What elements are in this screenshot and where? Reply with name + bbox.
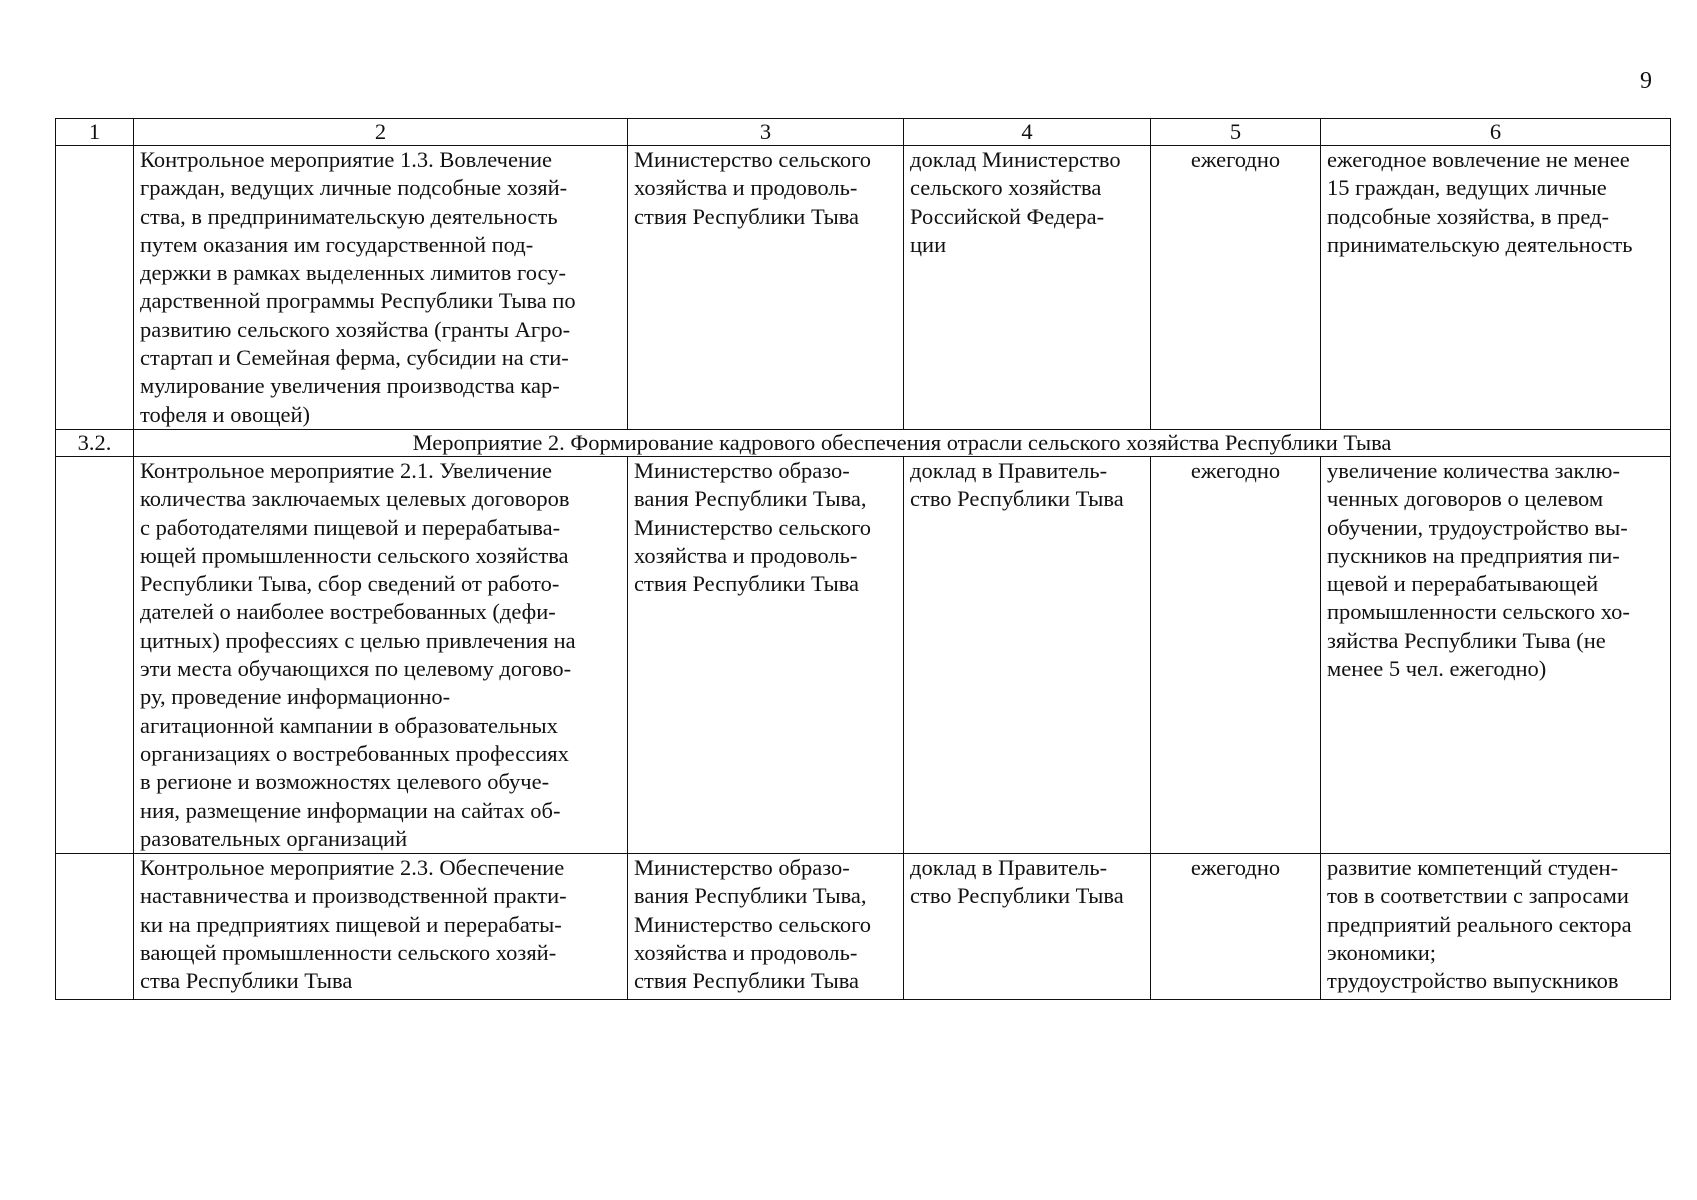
column-header-1: 1: [56, 119, 134, 146]
section-number-cell: 3.2.: [56, 429, 134, 456]
column-header-2: 2: [134, 119, 628, 146]
responsible-cell: Министерство образо- вания Республики Тыва, Министерство сельского хозяйства и продоволь- ствия Республики Тыва: [628, 456, 904, 853]
table-row: [56, 854, 1671, 1000]
frequency-cell: ежегодно: [1151, 456, 1321, 853]
frequency-cell: ежегодно: [1151, 146, 1321, 430]
column-header-3: 3: [628, 119, 904, 146]
page-number: 9: [1640, 68, 1652, 94]
table-row: [56, 456, 1671, 853]
row-number-cell: [56, 456, 134, 853]
table-row: [56, 146, 1671, 430]
document-cell: доклад Министерство сельского хозяйства Российской Федера- ции: [904, 146, 1151, 430]
activity-table: [55, 118, 1671, 1000]
column-header-5: 5: [1151, 119, 1321, 146]
activity-cell: Контрольное мероприятие 2.3. Обеспечение наставничества и производственной практи- ки на предприятиях пищевой и перерабаты- вающей промышленности сельского хозяй- ства Республики Тыва: [134, 854, 628, 1000]
result-cell: увеличение количества заклю- ченных договоров о целевом обучении, трудоустройство вы- пускников на предприятия пи- щевой и перерабатывающей промышленности сельского хо- зяйства Республики Тыва (не менее 5 чел. ежегодно): [1321, 456, 1671, 853]
column-header-4: 4: [904, 119, 1151, 146]
responsible-cell: Министерство образо- вания Республики Тыва, Министерство сельского хозяйства и продоволь- ствия Республики Тыва: [628, 854, 904, 1000]
column-number-row: [56, 119, 1671, 146]
section-title-cell: Мероприятие 2. Формирование кадрового обеспечения отрасли сельского хозяйства Республики Тыва: [134, 429, 1671, 456]
activity-cell: Контрольное мероприятие 1.3. Вовлечение граждан, ведущих личные подсобные хозяй- ства, в предпринимательскую деятельность путем оказания им государственной под- держки в рамках выделенных лимитов госу- дарственной программы Республики Тыва по развитию сельского хозяйства (гранты Агро- стартап и Семейная ферма, субсидии на сти- мулирование увеличения производства кар- тофеля и овощей): [134, 146, 628, 430]
responsible-cell: Министерство сельского хозяйства и продоволь- ствия Республики Тыва: [628, 146, 904, 430]
activity-cell: Контрольное мероприятие 2.1. Увеличение количества заключаемых целевых договоров с работодателями пищевой и перерабатыва- ющей промышленности сельского хозяйства Республики Тыва, сбор сведений от работо- дателей о наиболее востребованных (дефи- цитных) профессиях с целью привлечения на эти места обучающихся по целевому догово- ру, проведение информационно- агитационной кампании в образовательных организациях о востребованных профессиях в регионе и возможностях целевого обуче- ния, размещение информации на сайтах об- разовательных организаций: [134, 456, 628, 853]
result-cell: развитие компетенций студен- тов в соответствии с запросами предприятий реального сектора экономики; трудоустройство выпускников: [1321, 854, 1671, 1000]
document-cell: доклад в Правитель- ство Республики Тыва: [904, 854, 1151, 1000]
section-row: [56, 429, 1671, 456]
column-header-6: 6: [1321, 119, 1671, 146]
row-number-cell: [56, 854, 134, 1000]
frequency-cell: ежегодно: [1151, 854, 1321, 1000]
document-cell: доклад в Правитель- ство Республики Тыва: [904, 456, 1151, 853]
row-number-cell: [56, 146, 134, 430]
result-cell: ежегодное вовлечение не менее 15 граждан, ведущих личные подсобные хозяйства, в пред- принимательскую деятельность: [1321, 146, 1671, 430]
